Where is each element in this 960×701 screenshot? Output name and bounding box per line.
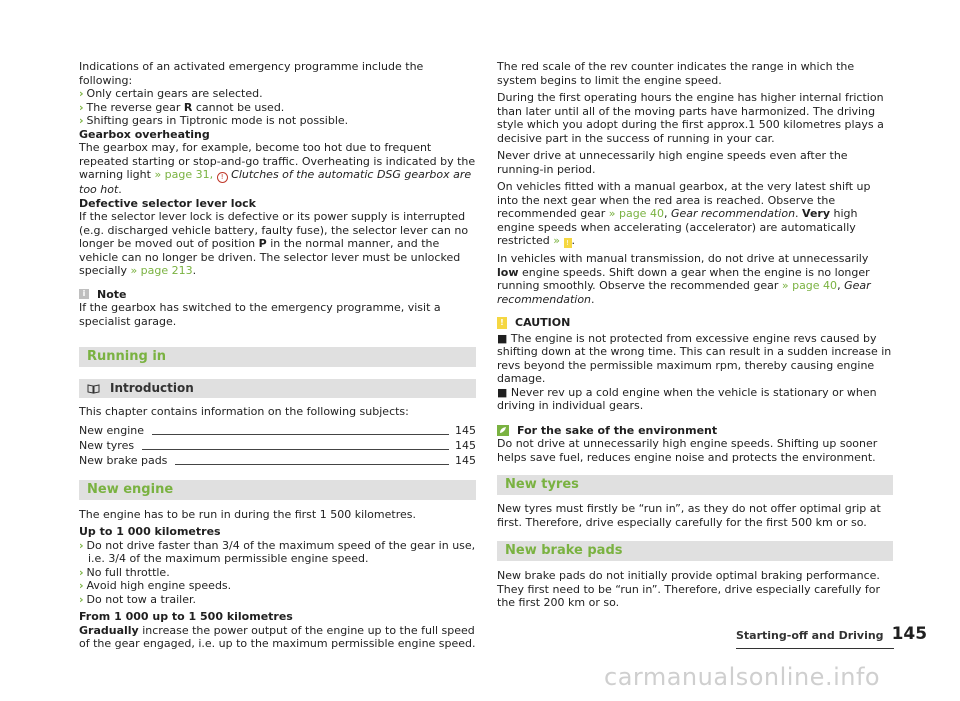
list-item: › No full throttle. [79, 565, 170, 579]
high-speed-text: Never drive at unnecessarily high engine speeds even after the running-in period. [497, 149, 848, 176]
from-heading: From 1 000 up to 1 500 kilometres [79, 610, 293, 623]
chapter-intro: This chapter contains information on the following subjects: [79, 405, 409, 418]
engine-text: The engine has to be run in during the first 1 500 kilometres. [79, 507, 416, 521]
list-item: › The reverse gear R cannot be used. [79, 100, 285, 114]
right-column [497, 60, 893, 610]
environment-header: For the sake of the environment [497, 424, 893, 438]
caution-icon: ! [497, 317, 507, 329]
arrow-icon: › [79, 565, 84, 579]
note-header: i Note [79, 288, 476, 302]
emergency-intro: Indications of an activated emergency programme include the following: [79, 60, 424, 87]
arrow-icon: › [79, 579, 84, 592]
book-icon [87, 384, 100, 394]
leaf-icon [497, 425, 509, 436]
arrow-icon: › [79, 114, 84, 127]
defective-heading: Defective selector lever lock [79, 196, 256, 210]
arrow-icon: › [79, 100, 84, 114]
manual-gearbox-text: On vehicles fitted with a manual gearbox, at the very latest shift up into the next gear when the red area is reached. Observe the recommended gear » page 40, Gear recommendation. Very high engine speeds when accelerating (accelerator) are automatically restricted » ! . [497, 180, 871, 247]
tyres-text: New tyres must firstly be “run in”, as they do not offer optimal grip at first. Therefore, drive especially carefully for the first 500 km or so. [497, 502, 881, 529]
caution-header: ! CAUTION [497, 316, 893, 330]
defective-text: If the selector lever lock is defective or its power supply is interrupted (e.g. discharged vehicle battery, faulty fuse), the selector lever can no longer be moved out of position P in the normal manner, and the vehicle can no longer be driven. The selector lever must be unlocked specially » page 213. [79, 210, 469, 277]
rev-counter-text: The red scale of the rev counter indicates the range in which the system begins to limit the engine speed. [497, 60, 855, 87]
page-number: 145 [891, 624, 928, 644]
page-link[interactable]: » page 40 [608, 207, 664, 220]
warning-light-icon: ! [217, 172, 228, 183]
square-bullet-icon: ■ [497, 331, 508, 345]
page-footer [736, 624, 928, 644]
caution-icon: ! [564, 238, 572, 248]
note-icon: i [79, 289, 89, 299]
square-bullet-icon: ■ [497, 385, 508, 399]
upto-heading: Up to 1 000 kilometres [79, 525, 221, 538]
toc-row[interactable]: New engine 145 [79, 424, 476, 437]
footer-divider [736, 648, 894, 649]
caution-link[interactable]: » [553, 234, 561, 247]
footer-section-title: Starting-off and Driving [736, 629, 884, 642]
list-item: › Shifting gears in Tiptronic mode is not possible. [79, 114, 349, 127]
overheat-heading: Gearbox overheating [79, 127, 210, 141]
list-item: › Avoid high engine speeds. [79, 579, 232, 592]
left-column [79, 60, 476, 651]
section-running-in: Running in [79, 347, 476, 367]
section-new-engine: New engine [79, 480, 476, 500]
toc-row[interactable]: New tyres 145 [79, 439, 476, 452]
subsection-introduction: Introduction [79, 379, 476, 398]
list-item: › Do not tow a trailer. [79, 592, 196, 606]
page-link[interactable]: » page 31, [154, 168, 214, 181]
section-new-brake-pads: New brake pads [497, 541, 893, 561]
caution-item: ■ The engine is not protected from excessive engine revs caused by shifting down at the wrong time. This can result in a sudden increase in revs beyond the permissible maximum rpm, thereby causing engine damage. [497, 331, 892, 385]
overheat-text: The gearbox may, for example, become too hot due to frequent repeated starting or stop-and-go traffic. Overheating is indicated by the warning light » page 31, ! Clutches of the automatic DSG gearbox are too hot. [79, 141, 476, 196]
arrow-icon: › [79, 87, 84, 100]
low-speed-text: In vehicles with manual transmission, do not drive at unnecessarily low engine speeds. Shift down a gear when the engine is no longer running smoothly. Observe the recommended gear » page 40, Gear recommendation. [497, 252, 871, 306]
toc [79, 423, 476, 468]
caution-item: ■ Never rev up a cold engine when the vehicle is stationary or when driving in individual gears. [497, 385, 877, 412]
brake-text: New brake pads do not initially provide optimal braking performance. They first need to be “run in”. Therefore, drive especially carefully for the first 200 km or so. [497, 569, 881, 609]
arrow-icon: › [79, 538, 84, 552]
section-new-tyres: New tyres [497, 475, 893, 495]
watermark: carmanualsonline.info [604, 663, 881, 691]
page-link[interactable]: » page 213 [130, 264, 193, 277]
page-link[interactable]: » page 40 [781, 279, 838, 292]
from-text: Gradually increase the power output of the engine up to the full speed of the gear engaged, i.e. up to the maximum permissible engine speed. [79, 623, 476, 650]
friction-text: During the first operating hours the engine has higher internal friction than later until all of the moving parts have harmonized. The driving style which you adopt during the first approx.1 500 kilometres plays a decisive part in the success of running in your car. [497, 91, 884, 145]
environment-text: Do not drive at unnecessarily high engine speeds. Shifting up sooner helps save fuel, reduces engine noise and protects the environment. [497, 437, 878, 464]
note-text: If the gearbox has switched to the emergency programme, visit a specialist garage. [79, 301, 441, 328]
arrow-icon: › [79, 592, 84, 606]
list-item: › Do not drive faster than 3/4 of the maximum speed of the gear in use, i.e. 3/4 of the maximum permissible engine speed. [79, 538, 476, 565]
toc-row[interactable]: New brake pads 145 [79, 454, 476, 467]
list-item: › Only certain gears are selected. [79, 87, 263, 100]
